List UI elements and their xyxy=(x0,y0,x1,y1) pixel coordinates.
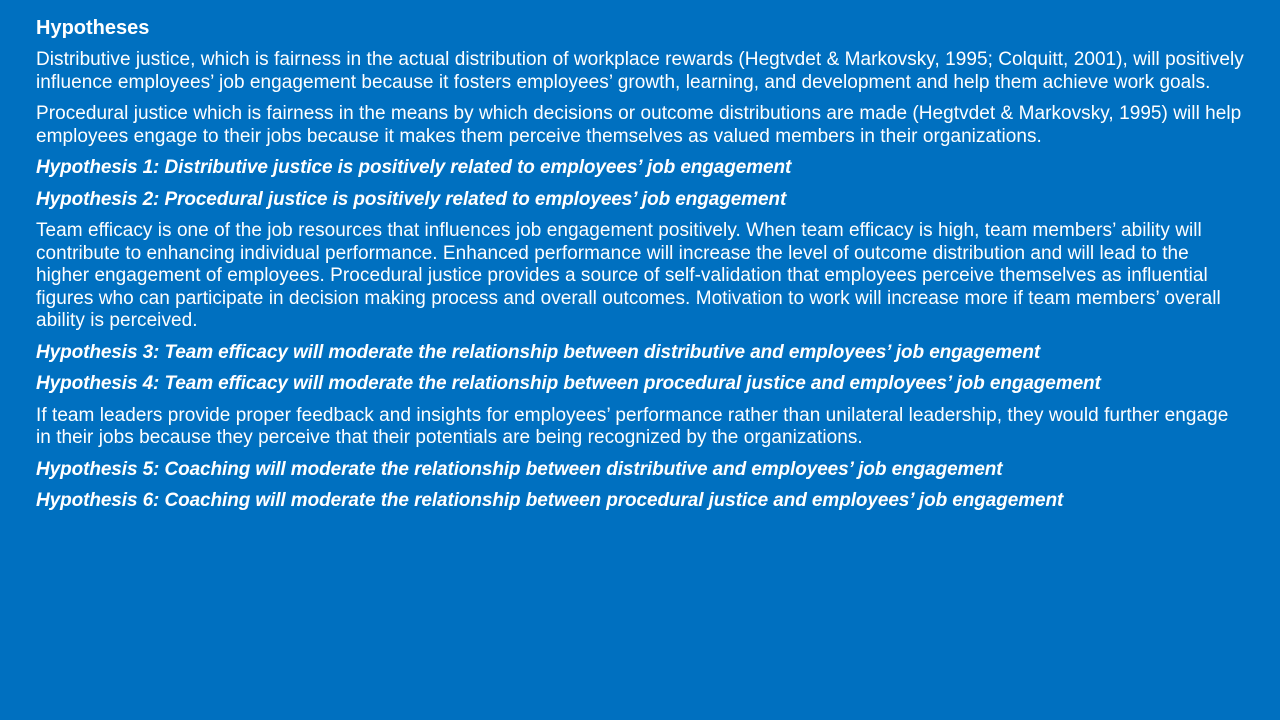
hypothesis-4: Hypothesis 4: Team efficacy will moderate the relationship between procedural justice and employees’ job engagement xyxy=(36,373,1101,394)
paragraph-team-efficacy: Team efficacy is one of the job resources that influences job engagement positively. When team efficacy is high, team members’ ability will contribute to enhancing individual performance. Enhanced performance will increase the level of outcome distribution and will lead to the higher engagement of employees. Procedural justice provides a source of self-validation that employees perceive themselves as influential figures who can participate in decision making process and overall outcomes. Motivation to work will increase more if team members’ overall ability is perceived. xyxy=(36,220,1221,331)
slide-title: Hypotheses xyxy=(36,17,150,39)
hypothesis-2: Hypothesis 2: Procedural justice is positively related to employees’ job engagement xyxy=(36,188,787,210)
paragraph-distributive-justice: Distributive justice, which is fairness in the actual distribution of workplace rewards (Hegtvdet & Markovsky, 1995; Colquitt, 2001), will positively influence employees’ job engagement because it fosters employees’ growth, learning, and development and help them achieve work goals. xyxy=(36,49,1244,93)
hypothesis-5: Hypothesis 5: Coaching will moderate the relationship between distributive and employees’ job engagement xyxy=(36,458,1003,480)
slide-body xyxy=(36,49,1246,513)
paragraph-coaching: If team leaders provide proper feedback and insights for employees’ performance rather than unilateral leadership, they would further engage in their jobs because they perceive that their potentials are being recognized by the organizations. xyxy=(36,404,1229,448)
hypothesis-6: Hypothesis 6: Coaching will moderate the relationship between procedural justice and employees’ job engagement xyxy=(36,490,1064,511)
paragraph-procedural-justice: Procedural justice which is fairness in the means by which decisions or outcome distributions are made (Hegtvdet & Markovsky, 1995) will help employees engage to their jobs because it makes them perceive themselves as valued members in their organizations. xyxy=(36,103,1242,147)
hypothesis-3: Hypothesis 3: Team efficacy will moderate the relationship between distributive and employees’ job engagement xyxy=(36,341,1041,363)
hypothesis-1: Hypothesis 1: Distributive justice is positively related to employees’ job engagement xyxy=(36,157,792,178)
